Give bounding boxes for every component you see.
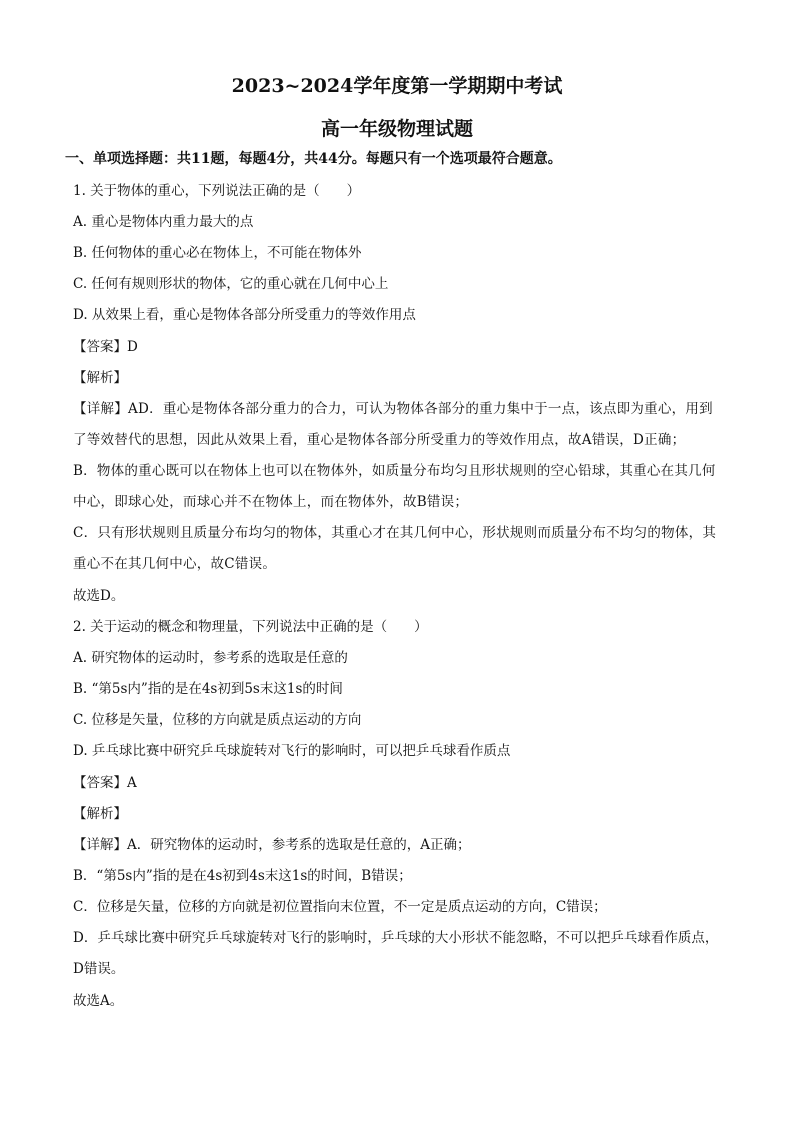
question-1-detail-line: 重心不在其几何中心，故C错误。 [73,556,277,572]
question-2-detail-line: 【详解】A．研究物体的运动时，参考系的选取是任意的，A正确； [73,837,471,853]
question-2-option-b: B. “第5s内”指的是在4s初到5s末这1s的时间 [73,681,343,697]
question-2-analysis-label: 【解析】 [73,806,127,822]
question-2-detail-line: D．乒乓球比赛中研究乒乓球旋转对飞行的影响时，乒乓球的大小形状不能忽略，不可以把乒乓球看作质点， [73,930,719,946]
question-2-option-a: A. 研究物体的运动时，参考系的选取是任意的 [73,650,348,666]
question-2-detail-line: B．“第5s内”指的是在4s初到4s末这1s的时间，B错误； [73,868,412,884]
question-2-option-d: D. 乒乓球比赛中研究乒乓球旋转对飞行的影响时，可以把乒乓球看作质点 [73,743,511,759]
question-1-detail-line: 中心，即球心处，而球心并不在物体上，而在物体外，故B错误； [73,494,469,510]
question-1-answer: 【答案】D [73,339,138,355]
exam-title: 2023~2024学年度第一学期期中考试 [231,75,563,97]
question-2-answer: 【答案】A [73,775,137,791]
question-1-option-a: A. 重心是物体内重力最大的点 [73,214,254,230]
exam-subtitle: 高一年级物理试题 [320,118,473,140]
question-1-detail-line: 【详解】AD．重心是物体各部分重力的合力，可认为物体各部分的重力集中于一点，该点即为重心，用到 [73,401,713,417]
question-2-conclusion: 故选A。 [73,993,124,1009]
question-1-option-c: C. 任何有规则形状的物体，它的重心就在几何中心上 [73,276,389,292]
question-1-option-b: B. 任何物体的重心必在物体上，不可能在物体外 [73,245,362,261]
question-1-conclusion: 故选D。 [73,588,125,604]
question-1-detail-line: C．只有形状规则且质量分布均匀的物体，其重心才在其几何中心，形状规则而质量分布不均匀的物体，其 [73,525,717,541]
question-2-detail-line: C．位移是矢量，位移的方向就是初位置指向末位置，不一定是质点运动的方向，C错误； [73,899,607,915]
question-1-option-d: D. 从效果上看，重心是物体各部分所受重力的等效作用点 [73,307,416,323]
question-2-stem: 2. 关于运动的概念和物理量，下列说法中正确的是（ ） [73,619,428,635]
question-2-detail-line: D错误。 [73,961,125,977]
question-1-analysis-label: 【解析】 [73,370,127,386]
question-1-stem: 1. 关于物体的重心，下列说法正确的是（ ） [73,183,361,199]
question-1-detail-line: 了等效替代的思想，因此从效果上看，重心是物体各部分所受重力的等效作用点，故A错误，D正确； [73,432,686,448]
question-2-option-c: C. 位移是矢量，位移的方向就是质点运动的方向 [73,712,362,728]
section-heading: 一、单项选择题：共11题，每题4分，共44分。每题只有一个选项最符合题意。 [65,151,562,167]
question-1-detail-line: B．物体的重心既可以在物体上也可以在物体外，如质量分布均匀且形状规则的空心铅球，其重心在其几何 [73,463,716,479]
